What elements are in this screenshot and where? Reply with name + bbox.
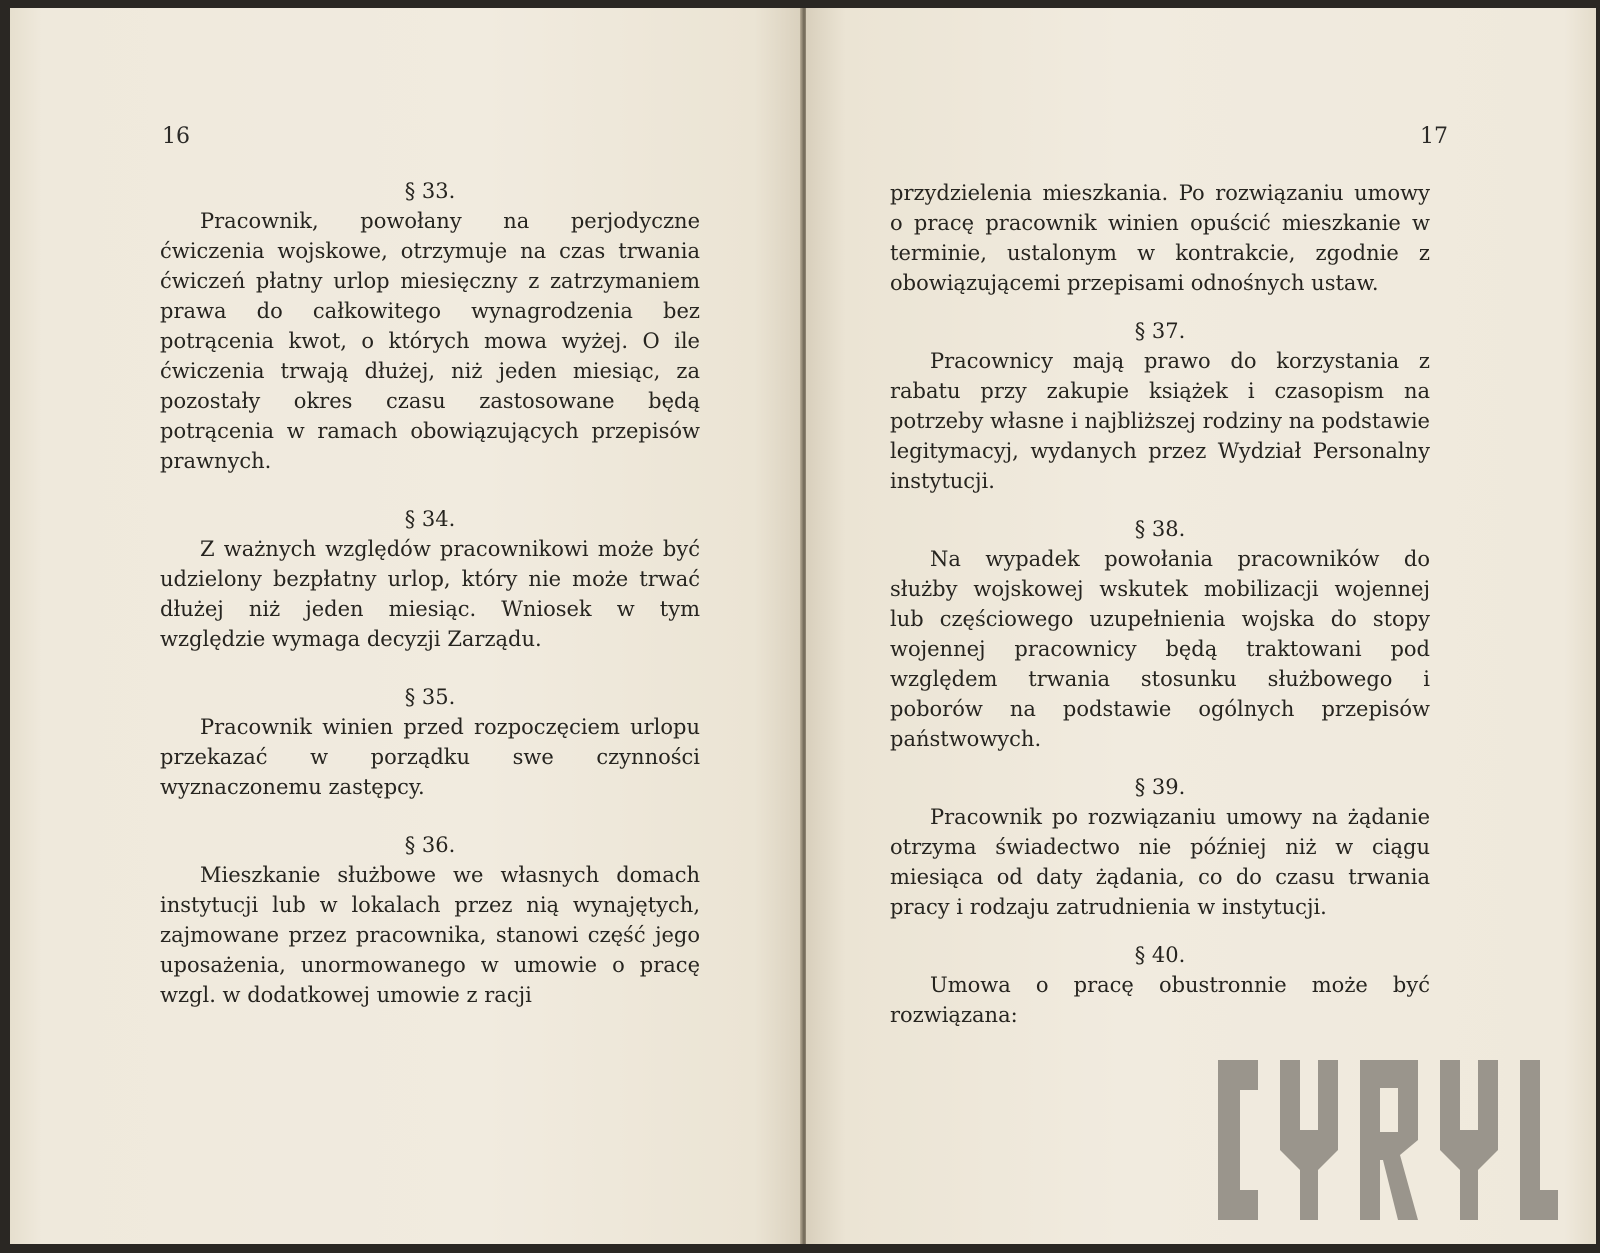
section-heading-36: § 36. [404,833,456,857]
section-text-38: Na wypadek powołania pracowników do służby wojskowej wskutek mobilizacji wojennej lub częściowego uzupełnienia wojska do stopy wojennej pracownicy będą traktowani pod względem trwania stosunku służbowego i poborów na podstawie ogólnych przepisów państwowych. [890,547,1430,751]
right-page-text [890,178,1430,1030]
section-heading-33: § 33. [404,179,456,203]
left-page-text [160,176,700,1010]
section-heading-34: § 34. [404,507,456,531]
section-text-33: Pracownik, powołany na perjodyczne ćwiczenia wojskowe, otrzymuje na czas trwania ćwiczeń płatny urlop miesięczny z zatrzymaniem prawa do całkowitego wynagrodzenia bez potrącenia kwot, o których mowa wyżej. O ile ćwiczenia trwają dłużej, niż jeden miesiąc, za pozostały okres czasu zastosowane będą potrącenia w ramach obowiązujących przepisów prawnych. [160,209,700,473]
section-text-37: Pracownicy mają prawo do korzystania z rabatu przy zakupie książek i czasopism na potrzeby własne i najbliższej rodziny na podstawie legitymacyj, wydanych przez Wydział Personalny instytucji. [890,349,1430,493]
section-text-39: Pracownik po rozwiązaniu umowy na żądanie otrzyma świadectwo nie później niż w ciągu miesiąca od daty żądania, co do czasu trwania pracy i rodzaju zatrudnienia w instytucji. [890,805,1430,919]
page-number-right: 17 [1420,124,1448,149]
section-text-36-continued: przydzielenia mieszkania. Po rozwiązaniu umowy o pracę pracownik winien opuścić mieszkanie w terminie, ustalonym w kontrakcie, zgodnie z obowiązującemi przepisami odnośnych ustaw. [890,181,1430,295]
page-number-left: 16 [162,124,190,149]
left-page [10,8,802,1244]
section-heading-35: § 35. [404,685,456,709]
section-text-36: Mieszkanie służbowe we własnych domach instytucji lub w lokalach przez nią wynajętych, zajmowane przez pracownika, stanowi część jego uposażenia, unormowanego w umowie o pracę wzgl. w dodatkowej umowie z racji [160,863,700,1007]
section-text-34: Z ważnych względów pracownikowi może być udzielony bezpłatny urlop, który nie może trwać dłużej niż jeden miesiąc. Wniosek w tym względzie wymaga decyzji Zarządu. [160,537,700,651]
section-heading-40: § 40. [1134,943,1186,967]
watermark-letters [1218,1060,1558,1220]
right-page [806,8,1596,1244]
section-heading-39: § 39. [1134,775,1186,799]
cyryl-watermark-logo [1218,1060,1558,1220]
section-heading-37: § 37. [1134,319,1186,343]
section-text-35: Pracownik winien przed rozpoczęciem urlopu przekazać w porządku swe czynności wyznaczonemu zastępcy. [160,715,700,799]
section-heading-38: § 38. [1134,517,1186,541]
section-text-40: Umowa o pracę obustronnie może być rozwiązana: [890,973,1430,1027]
